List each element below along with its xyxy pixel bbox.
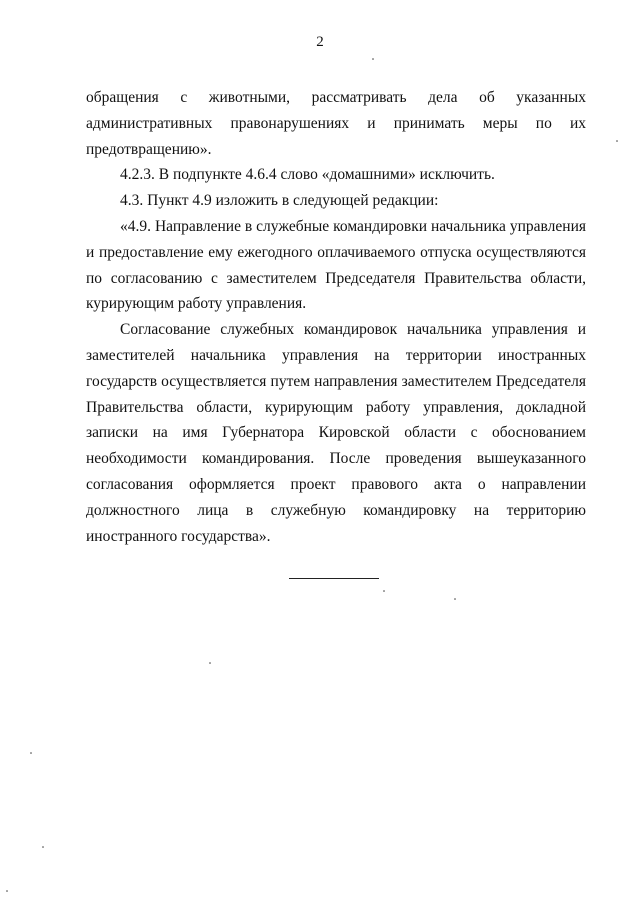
scan-speck xyxy=(30,752,32,754)
paragraph-4-9: «4.9. Направление в служебные командировки начальника управления и предоставление ему ежегодного оплачиваемого отпуска осуществляются по согласованию с заместителем Председателя Правительства области, курирующим работу управления. xyxy=(86,217,586,313)
scan-speck xyxy=(209,662,211,664)
paragraph-continuation: обращения с животными, рассматривать дела об указанных административных правонарушениях и принимать меры по их предотвращению». xyxy=(86,89,586,158)
scan-speck xyxy=(6,890,8,892)
scan-speck xyxy=(383,590,385,592)
paragraph-4-3: 4.3. Пункт 4.9 изложить в следующей редакции: xyxy=(120,192,439,210)
paragraph-4-2-3: 4.2.3. В подпункте 4.6.4 слово «домашними» исключить. xyxy=(120,166,495,184)
scan-speck xyxy=(372,58,374,60)
scan-speck xyxy=(42,846,44,848)
scan-speck xyxy=(616,140,618,142)
scan-speck xyxy=(454,598,456,600)
end-divider-line xyxy=(289,578,379,579)
page-number: 2 xyxy=(316,34,324,50)
paragraph-approval: Согласование служебных командировок начальника управления и заместителей начальника управления на территории иностранных государств осуществляется путем направления заместителем Председателя Правительства области, курирующим работу управления, докладной записки на имя Губернатора Кировской области с обоснованием необходимости командирования. После проведения вышеуказанного согласования оформляется проект правового акта о направлении должностного лица в служебную командировку на территорию иностранного государства». xyxy=(86,321,586,545)
document-body xyxy=(86,85,586,549)
